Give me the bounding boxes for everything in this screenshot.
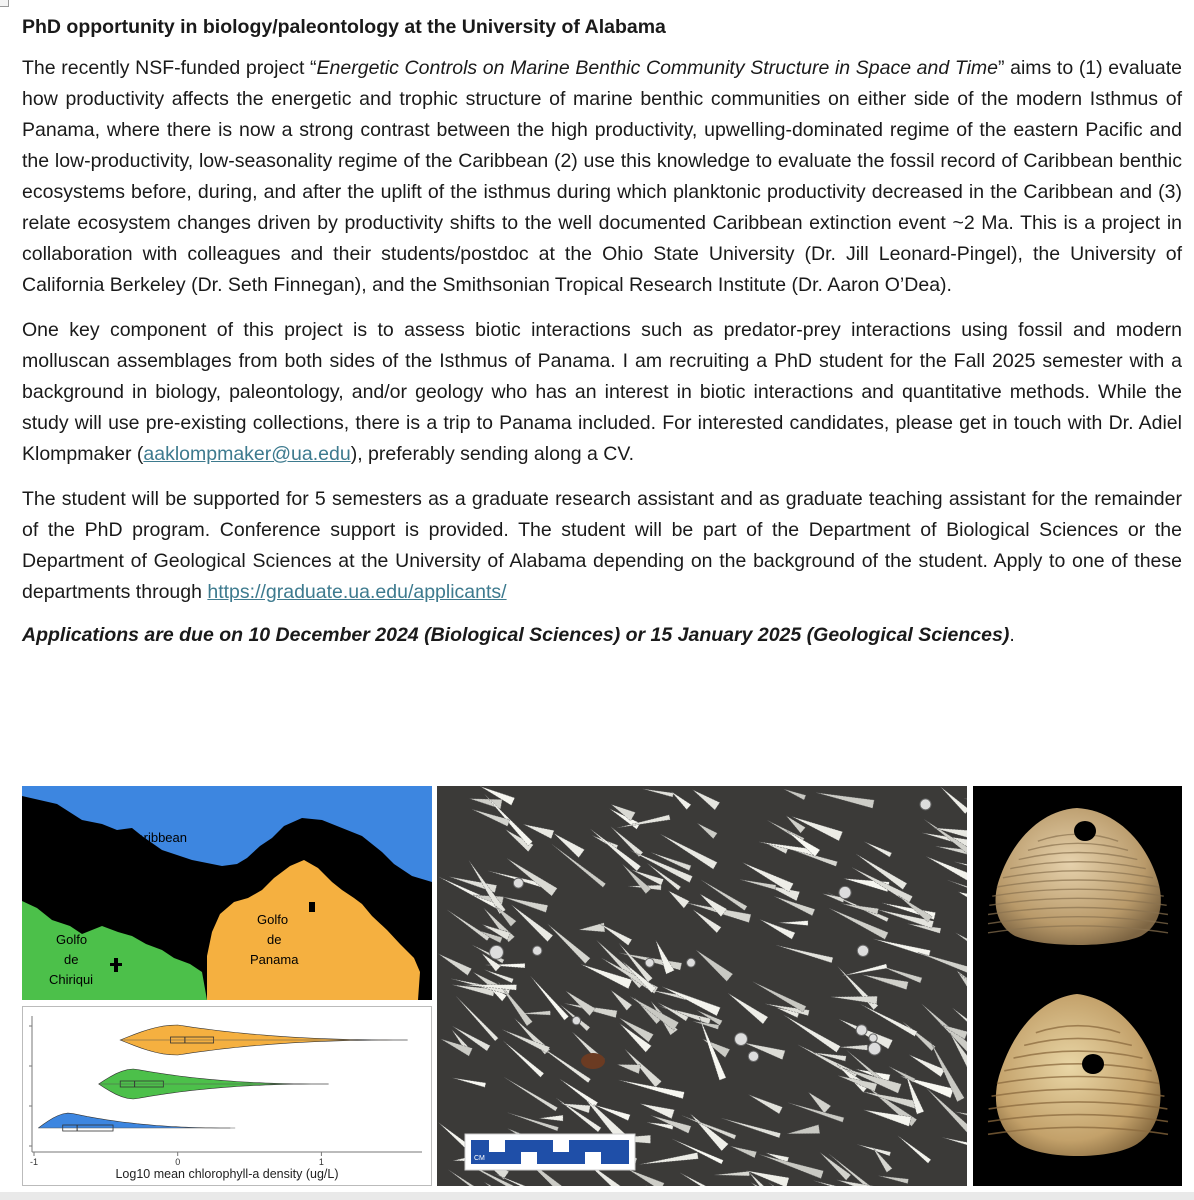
- shell-cross-section: [513, 878, 523, 888]
- violin-chart: [22, 1006, 432, 1186]
- shell-cross-section: [533, 946, 542, 955]
- shell-cross-section: [856, 1025, 867, 1036]
- pebble: [581, 1053, 605, 1069]
- scale-bar: [465, 1134, 635, 1170]
- shell-cross-section: [645, 958, 654, 967]
- page-title: PhD opportunity in biology/paleontology at the University of Alabama: [22, 16, 666, 38]
- shell-cross-section: [869, 1034, 877, 1042]
- shell-cross-section: [748, 1051, 758, 1061]
- bottom-bar: [0, 1192, 1194, 1200]
- deadline-notice: Applications are due on 10 December 2024 (Biological Sciences) or 15 January 2025 (Geological Sciences).: [22, 624, 1015, 646]
- paragraph-support: The student will be supported for 5 semesters as a graduate research assistant and as graduate teaching assistant for the remainder of the PhD program. Conference support is provided. The student will be part of the Department of Biological Sciences or the Department of Geological Sciences at the University of Alabama depending on the background of the student. Apply to one of these departments through https://graduate.ua.edu/applicants/: [22, 488, 1182, 603]
- scale-bar-label: CM: [474, 1155, 485, 1162]
- paragraph-project: The recently NSF-funded project “Energetic Controls on Marine Benthic Community Structure in Space and Time” aims to (1) evaluate how productivity affects the energetic and trophic structure of marine benthic communities on either side of the modern Isthmus of Panama, where there is now a strong contrast between the high productivity, upwelling-dominated regime of the eastern Pacific and the low-productivity, low-seasonality regime of the Caribbean (2) use this knowledge to evaluate the fossil record of Caribbean benthic ecosystems before, during, and after the uplift of the isthmus during which planktonic productivity decreased in the Caribbean and (3) relate ecosystem changes driven by productivity shifts to the well documented Caribbean extinction event ~2 Ma. This is a project in collaboration with colleagues and their students/postdoc at the Ohio State University (Dr. Jill Leonard-Pingel), the University of California Berkeley (Dr. Seth Finnegan), and the Smithsonian Tropical Research Institute (Dr. Aaron O’Dea).: [22, 57, 1183, 296]
- window-corner: [0, 0, 9, 7]
- label-caribbean: Caribbean: [127, 830, 187, 845]
- label-golfo-chiriqui-2: de: [64, 952, 79, 967]
- figure-panel: [22, 786, 1182, 1186]
- label-golfo-panama-3: Panama: [250, 952, 299, 967]
- project-title: Energetic Controls on Marine Benthic Community Structure in Space and Time: [316, 57, 999, 79]
- x-axis-label: Log10 mean chlorophyll-a density (ug/L): [115, 1167, 339, 1181]
- label-golfo-chiriqui-1: Golfo: [56, 932, 88, 947]
- shell-cross-section: [920, 799, 931, 810]
- clam-specimens-photo: [973, 786, 1182, 1186]
- island-marker-cross: [110, 963, 122, 966]
- clam-shell-top: [988, 808, 1168, 945]
- label-golfo-panama-1: Golfo: [257, 912, 289, 927]
- isthmus-map: [22, 786, 432, 1000]
- shell-cross-section: [857, 945, 868, 956]
- clam-shell-bottom: [988, 994, 1168, 1156]
- label-golfo-panama-2: de: [267, 932, 282, 947]
- shell-cross-section: [572, 1016, 580, 1024]
- shell-bed-photo: [437, 786, 967, 1186]
- x-tick-label-0: -1: [29, 1157, 39, 1167]
- shell-cross-section: [490, 945, 504, 959]
- shell-cross-section: [839, 886, 851, 898]
- applicants-link[interactable]: https://graduate.ua.edu/applicants/: [207, 581, 507, 603]
- x-tick-label-1: 0: [175, 1157, 181, 1167]
- island-marker-panama: [309, 902, 315, 912]
- label-golfo-chiriqui-3: Chiriqui: [49, 972, 94, 987]
- shell-cross-section: [687, 958, 696, 967]
- x-tick-label-2: 1: [318, 1157, 324, 1167]
- document: [22, 0, 1182, 651]
- shell-cross-section: [868, 1042, 881, 1055]
- paragraph-recruitment: One key component of this project is to assess biotic interactions such as predator-prey interactions using fossil and modern molluscan assemblages from both sides of the Isthmus of Panama. I am recruiting a PhD student for the Fall 2025 semester with a background in biology, paleontology, and/or geology who has an interest in biotic interactions and quantitative methods. While the study will use pre-existing collections, there is a trip to Panama included. For interested candidates, please get in touch with Dr. Adiel Klompmaker (aaklompmaker@ua.edu), preferably sending along a CV.: [22, 319, 1182, 465]
- shell-cross-section: [735, 1033, 748, 1046]
- email-link[interactable]: aaklompmaker@ua.edu: [143, 443, 351, 465]
